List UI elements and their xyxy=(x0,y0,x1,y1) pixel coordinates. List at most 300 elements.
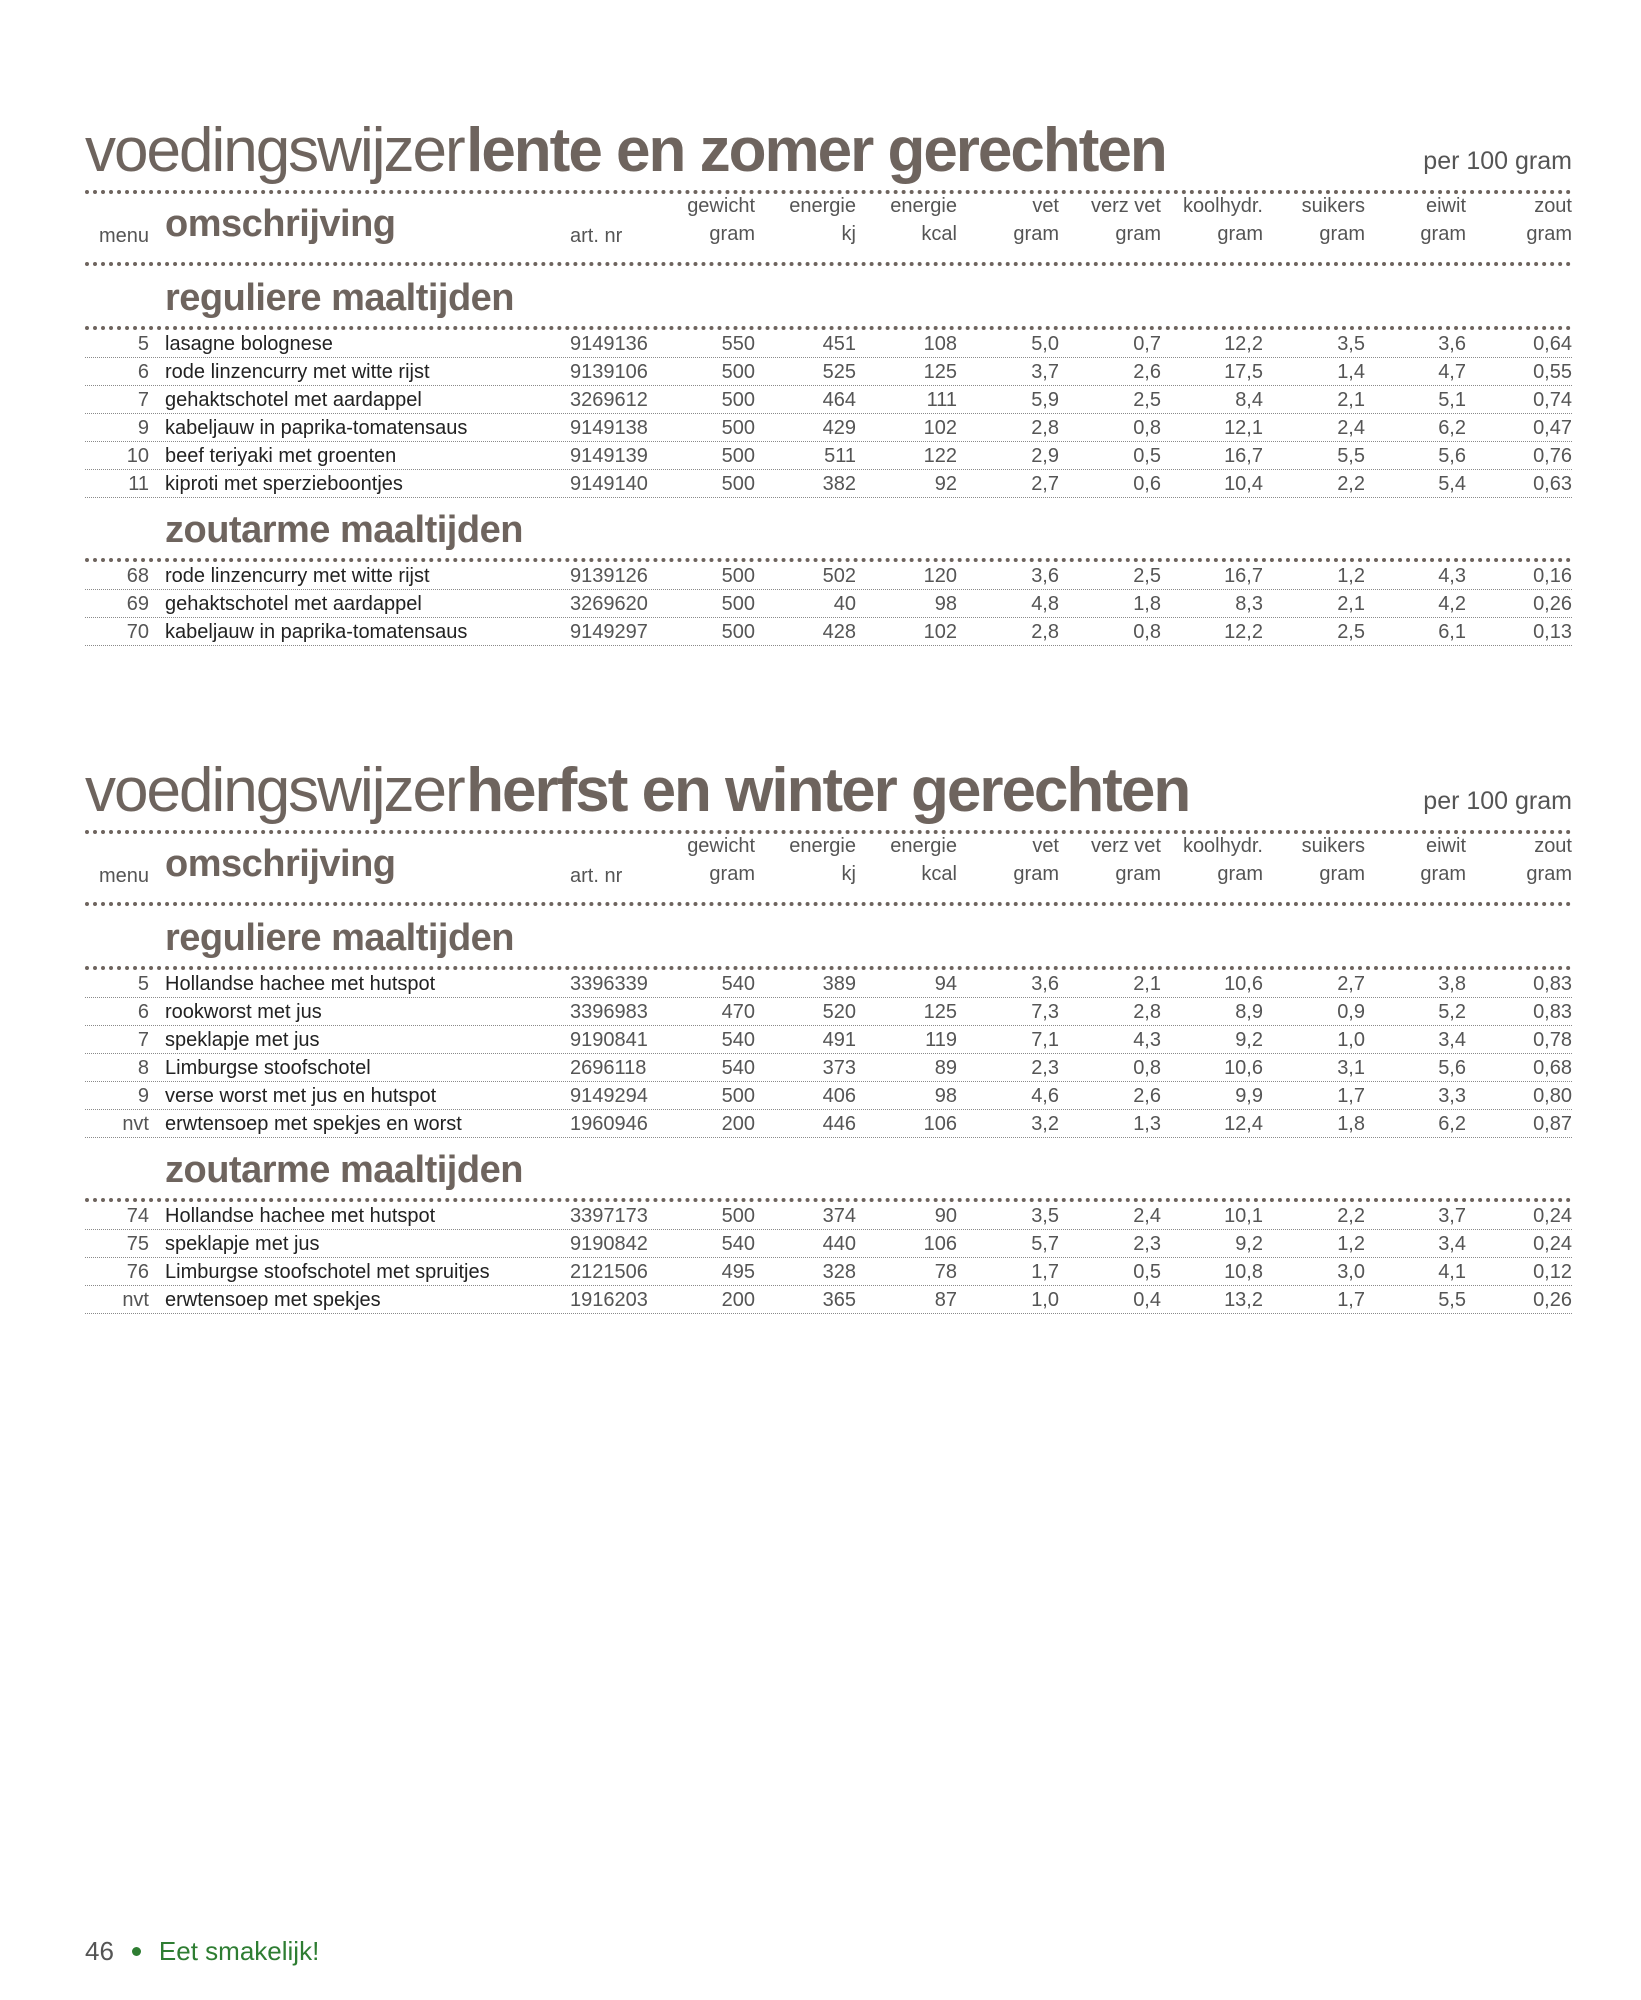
carbohydrates-gram: 10,4 xyxy=(1224,473,1263,495)
article-number: 9190841 xyxy=(570,1029,648,1051)
weight-gram: 500 xyxy=(721,621,755,643)
header-gewicht-line2: gram xyxy=(709,223,755,245)
header-suikers-line1: suikers xyxy=(1301,195,1365,217)
header-vet-line2: gram xyxy=(1013,863,1059,885)
sugars-gram: 3,1 xyxy=(1337,1057,1365,1079)
saturated-fat-gram: 4,3 xyxy=(1133,1029,1161,1051)
header-suikers-line1: suikers xyxy=(1301,835,1365,857)
salt-gram: 0,78 xyxy=(1533,1029,1572,1051)
bullet-icon xyxy=(132,1947,141,1956)
salt-gram: 0,47 xyxy=(1533,417,1572,439)
protein-gram: 4,2 xyxy=(1438,593,1466,615)
header-verz_vet-line2: gram xyxy=(1115,863,1161,885)
sugars-gram: 2,1 xyxy=(1337,389,1365,411)
table-row xyxy=(85,470,1572,498)
header-vet xyxy=(969,832,1059,888)
salt-gram: 0,63 xyxy=(1533,473,1572,495)
per-100-gram-label: per 100 gram xyxy=(1423,787,1572,815)
weight-gram: 540 xyxy=(721,1233,755,1255)
salt-gram: 0,26 xyxy=(1533,593,1572,615)
menu-number: 76 xyxy=(126,1261,149,1283)
fat-gram: 2,9 xyxy=(1031,445,1059,467)
salt-gram: 0,26 xyxy=(1533,1289,1572,1311)
menu-number: 68 xyxy=(126,565,149,587)
header-vet-line1: vet xyxy=(1032,835,1059,857)
fat-gram: 3,5 xyxy=(1031,1205,1059,1227)
fat-gram: 7,3 xyxy=(1031,1001,1059,1023)
description: gehaktschotel met aardappel xyxy=(165,389,422,411)
header-energie_kcal-line1: energie xyxy=(890,195,957,217)
energy-kcal: 125 xyxy=(923,361,957,383)
energy-kcal: 122 xyxy=(923,445,957,467)
protein-gram: 3,6 xyxy=(1438,333,1466,355)
header-vet xyxy=(969,192,1059,248)
fat-gram: 4,6 xyxy=(1031,1085,1059,1107)
fat-gram: 2,7 xyxy=(1031,473,1059,495)
header-energie_kcal xyxy=(867,832,957,888)
saturated-fat-gram: 2,4 xyxy=(1133,1205,1161,1227)
header-eiwit-line1: eiwit xyxy=(1425,835,1466,857)
carbohydrates-gram: 10,6 xyxy=(1224,1057,1263,1079)
header-menu: menu xyxy=(98,865,149,887)
menu-number: 70 xyxy=(126,621,149,643)
protein-gram: 3,8 xyxy=(1438,973,1466,995)
group-heading xyxy=(85,266,1572,326)
article-number: 2696118 xyxy=(570,1057,647,1079)
energy-kcal: 87 xyxy=(934,1289,957,1311)
salt-gram: 0,83 xyxy=(1533,1001,1572,1023)
description: rookworst met jus xyxy=(165,1001,322,1023)
protein-gram: 3,7 xyxy=(1438,1205,1466,1227)
weight-gram: 500 xyxy=(721,1085,755,1107)
fat-gram: 2,8 xyxy=(1031,417,1059,439)
sugars-gram: 3,0 xyxy=(1337,1261,1365,1283)
menu-number: 5 xyxy=(137,333,149,355)
header-zout-line1: zout xyxy=(1534,835,1572,857)
protein-gram: 5,4 xyxy=(1438,473,1466,495)
table-row xyxy=(85,590,1572,618)
fat-gram: 7,1 xyxy=(1031,1029,1059,1051)
carbohydrates-gram: 16,7 xyxy=(1224,565,1263,587)
table-row xyxy=(85,442,1572,470)
header-vet-line1: vet xyxy=(1032,195,1059,217)
group-label: reguliere maaltijden xyxy=(165,277,515,319)
weight-gram: 500 xyxy=(721,593,755,615)
table-row xyxy=(85,414,1572,442)
table-row xyxy=(85,618,1572,646)
description: kiproti met sperzieboontjes xyxy=(165,473,403,495)
description: beef teriyaki met groenten xyxy=(165,445,397,467)
description: rode linzencurry met witte rijst xyxy=(165,361,430,383)
energy-kj: 373 xyxy=(822,1057,856,1079)
energy-kj: 406 xyxy=(822,1085,856,1107)
carbohydrates-gram: 12,1 xyxy=(1224,417,1263,439)
sugars-gram: 0,9 xyxy=(1337,1001,1365,1023)
header-eiwit-line2: gram xyxy=(1420,223,1466,245)
protein-gram: 6,2 xyxy=(1438,417,1466,439)
saturated-fat-gram: 0,4 xyxy=(1133,1289,1161,1311)
header-vet-line2: gram xyxy=(1013,223,1059,245)
carbohydrates-gram: 8,4 xyxy=(1235,389,1263,411)
header-gewicht xyxy=(665,192,755,248)
weight-gram: 540 xyxy=(721,1029,755,1051)
energy-kcal: 94 xyxy=(934,973,957,995)
article-number: 9139106 xyxy=(570,361,648,383)
energy-kj: 446 xyxy=(822,1113,856,1135)
energy-kj: 428 xyxy=(822,621,856,643)
header-eiwit-line2: gram xyxy=(1420,863,1466,885)
header-energie_kj-line2: kj xyxy=(841,863,856,885)
header-art-nr: art. nr xyxy=(570,225,623,247)
weight-gram: 540 xyxy=(721,1057,755,1079)
carbohydrates-gram: 12,2 xyxy=(1224,621,1263,643)
energy-kj: 464 xyxy=(822,389,856,411)
weight-gram: 500 xyxy=(721,565,755,587)
description: speklapje met jus xyxy=(165,1233,320,1255)
header-omschrijving: omschrijving xyxy=(165,203,396,245)
table-row xyxy=(85,1026,1572,1054)
energy-kj: 491 xyxy=(822,1029,856,1051)
article-number: 3396339 xyxy=(570,973,648,995)
article-number: 1960946 xyxy=(570,1113,648,1135)
weight-gram: 540 xyxy=(721,973,755,995)
article-number: 3396983 xyxy=(570,1001,648,1023)
energy-kj: 440 xyxy=(822,1233,856,1255)
weight-gram: 200 xyxy=(721,1289,755,1311)
table-header xyxy=(85,834,1572,902)
menu-number: 7 xyxy=(137,389,149,411)
menu-number: 11 xyxy=(128,473,149,495)
sugars-gram: 2,5 xyxy=(1337,621,1365,643)
protein-gram: 4,7 xyxy=(1438,361,1466,383)
table-row xyxy=(85,1110,1572,1138)
header-koolhydr xyxy=(1173,192,1263,248)
table-row xyxy=(85,970,1572,998)
protein-gram: 4,1 xyxy=(1438,1261,1466,1283)
header-zout-line2: gram xyxy=(1526,223,1572,245)
header-gewicht-line1: gewicht xyxy=(687,195,755,217)
group-heading xyxy=(85,498,1572,558)
sugars-gram: 2,2 xyxy=(1337,1205,1365,1227)
description: kabeljauw in paprika-tomatensaus xyxy=(165,417,468,439)
header-gewicht xyxy=(665,832,755,888)
carbohydrates-gram: 12,2 xyxy=(1224,333,1263,355)
carbohydrates-gram: 10,6 xyxy=(1224,973,1263,995)
carbohydrates-gram: 12,4 xyxy=(1224,1113,1263,1135)
protein-gram: 6,1 xyxy=(1438,621,1466,643)
article-number: 9149297 xyxy=(570,621,648,643)
protein-gram: 5,6 xyxy=(1438,445,1466,467)
carbohydrates-gram: 9,2 xyxy=(1235,1233,1263,1255)
energy-kj: 511 xyxy=(824,445,856,467)
header-energie_kcal-line2: kcal xyxy=(921,223,957,245)
page-number: 46 xyxy=(85,1936,114,1966)
saturated-fat-gram: 2,8 xyxy=(1133,1001,1161,1023)
fat-gram: 3,6 xyxy=(1031,973,1059,995)
header-suikers-line2: gram xyxy=(1319,223,1365,245)
protein-gram: 3,4 xyxy=(1438,1233,1466,1255)
fat-gram: 1,0 xyxy=(1031,1289,1059,1311)
header-energie_kj-line1: energie xyxy=(789,835,856,857)
saturated-fat-gram: 0,6 xyxy=(1133,473,1161,495)
description: verse worst met jus en hutspot xyxy=(165,1085,437,1107)
carbohydrates-gram: 9,9 xyxy=(1235,1085,1263,1107)
menu-number: 75 xyxy=(126,1233,149,1255)
energy-kcal: 90 xyxy=(934,1205,957,1227)
title-bold: herfst en winter gerechten xyxy=(466,756,1190,825)
group-label: reguliere maaltijden xyxy=(165,917,515,959)
article-number: 9149140 xyxy=(570,473,648,495)
sugars-gram: 3,5 xyxy=(1337,333,1365,355)
salt-gram: 0,74 xyxy=(1533,389,1572,411)
energy-kcal: 119 xyxy=(925,1029,957,1051)
carbohydrates-gram: 9,2 xyxy=(1235,1029,1263,1051)
header-suikers xyxy=(1275,832,1365,888)
header-gewicht-line2: gram xyxy=(709,863,755,885)
weight-gram: 495 xyxy=(721,1261,755,1283)
carbohydrates-gram: 10,8 xyxy=(1224,1261,1263,1283)
description: speklapje met jus xyxy=(165,1029,320,1051)
table-row xyxy=(85,1082,1572,1110)
energy-kcal: 106 xyxy=(923,1233,957,1255)
weight-gram: 470 xyxy=(721,1001,755,1023)
energy-kj: 365 xyxy=(822,1289,856,1311)
article-number: 9139126 xyxy=(570,565,648,587)
header-energie_kj-line1: energie xyxy=(789,195,856,217)
salt-gram: 0,24 xyxy=(1533,1233,1572,1255)
description: erwtensoep met spekjes en worst xyxy=(165,1113,462,1135)
description: gehaktschotel met aardappel xyxy=(165,593,422,615)
energy-kcal: 106 xyxy=(923,1113,957,1135)
carbohydrates-gram: 10,1 xyxy=(1224,1205,1263,1227)
group-heading xyxy=(85,1138,1572,1198)
menu-number: 74 xyxy=(126,1205,149,1227)
weight-gram: 500 xyxy=(721,361,755,383)
header-koolhydr-line1: koolhydr. xyxy=(1182,835,1263,857)
header-energie_kj xyxy=(766,832,856,888)
header-suikers-line2: gram xyxy=(1319,863,1365,885)
table-header xyxy=(85,194,1572,262)
footer-text: Eet smakelijk! xyxy=(158,1936,320,1966)
header-verz_vet-line1: verz vet xyxy=(1090,835,1161,857)
header-eiwit xyxy=(1376,192,1466,248)
carbohydrates-gram: 16,7 xyxy=(1224,445,1263,467)
energy-kcal: 98 xyxy=(934,593,957,615)
protein-gram: 3,4 xyxy=(1438,1029,1466,1051)
table-row xyxy=(85,1054,1572,1082)
description: Hollandse hachee met hutspot xyxy=(165,973,436,995)
menu-number: 9 xyxy=(137,1085,149,1107)
group-heading xyxy=(85,906,1572,966)
saturated-fat-gram: 2,5 xyxy=(1133,565,1161,587)
section-lente-zomer xyxy=(85,108,1572,646)
header-verz_vet-line1: verz vet xyxy=(1090,195,1161,217)
weight-gram: 500 xyxy=(721,1205,755,1227)
energy-kj: 451 xyxy=(822,333,856,355)
protein-gram: 5,2 xyxy=(1438,1001,1466,1023)
salt-gram: 0,24 xyxy=(1533,1205,1572,1227)
salt-gram: 0,83 xyxy=(1533,973,1572,995)
per-100-gram-label: per 100 gram xyxy=(1423,147,1572,175)
saturated-fat-gram: 2,3 xyxy=(1133,1233,1161,1255)
table-row xyxy=(85,386,1572,414)
saturated-fat-gram: 2,6 xyxy=(1133,1085,1161,1107)
header-koolhydr xyxy=(1173,832,1263,888)
weight-gram: 500 xyxy=(721,417,755,439)
description: lasagne bolognese xyxy=(165,333,333,355)
header-koolhydr-line2: gram xyxy=(1217,863,1263,885)
description: Limburgse stoofschotel met spruitjes xyxy=(165,1261,490,1283)
energy-kj: 525 xyxy=(822,361,856,383)
description: Hollandse hachee met hutspot xyxy=(165,1205,436,1227)
header-koolhydr-line2: gram xyxy=(1217,223,1263,245)
menu-number: 6 xyxy=(137,1001,149,1023)
fat-gram: 5,0 xyxy=(1031,333,1059,355)
energy-kcal: 89 xyxy=(934,1057,957,1079)
header-energie_kcal-line2: kcal xyxy=(921,863,957,885)
energy-kj: 328 xyxy=(822,1261,856,1283)
fat-gram: 1,7 xyxy=(1031,1261,1059,1283)
article-number: 3397173 xyxy=(570,1205,648,1227)
group-label: zoutarme maaltijden xyxy=(165,1149,523,1191)
protein-gram: 5,6 xyxy=(1438,1057,1466,1079)
fat-gram: 5,9 xyxy=(1031,389,1059,411)
sugars-gram: 1,7 xyxy=(1337,1085,1365,1107)
table-row xyxy=(85,330,1572,358)
saturated-fat-gram: 0,8 xyxy=(1133,417,1161,439)
header-omschrijving: omschrijving xyxy=(165,843,396,885)
section-title xyxy=(85,756,1190,825)
energy-kj: 389 xyxy=(822,973,856,995)
header-energie_kcal-line1: energie xyxy=(890,835,957,857)
salt-gram: 0,80 xyxy=(1533,1085,1572,1107)
table-row xyxy=(85,1202,1572,1230)
header-zout xyxy=(1482,832,1572,888)
saturated-fat-gram: 2,6 xyxy=(1133,361,1161,383)
energy-kcal: 98 xyxy=(934,1085,957,1107)
section-title xyxy=(85,116,1166,185)
energy-kcal: 78 xyxy=(934,1261,957,1283)
title-row xyxy=(85,108,1572,190)
table-row xyxy=(85,358,1572,386)
saturated-fat-gram: 1,3 xyxy=(1133,1113,1161,1135)
description: kabeljauw in paprika-tomatensaus xyxy=(165,621,468,643)
description: rode linzencurry met witte rijst xyxy=(165,565,430,587)
menu-number: 5 xyxy=(137,973,149,995)
menu-number: 6 xyxy=(137,361,149,383)
menu-number: 8 xyxy=(137,1057,149,1079)
sugars-gram: 1,2 xyxy=(1337,565,1365,587)
header-verz_vet xyxy=(1071,192,1161,248)
header-koolhydr-line1: koolhydr. xyxy=(1182,195,1263,217)
salt-gram: 0,87 xyxy=(1533,1113,1572,1135)
energy-kj: 502 xyxy=(822,565,856,587)
energy-kj: 520 xyxy=(822,1001,856,1023)
sugars-gram: 2,2 xyxy=(1337,473,1365,495)
menu-number: nvt xyxy=(122,1113,149,1135)
sugars-gram: 2,1 xyxy=(1337,593,1365,615)
sugars-gram: 1,0 xyxy=(1337,1029,1365,1051)
menu-number: nvt xyxy=(122,1289,149,1311)
table-row xyxy=(85,1230,1572,1258)
carbohydrates-gram: 13,2 xyxy=(1224,1289,1263,1311)
fat-gram: 2,3 xyxy=(1031,1057,1059,1079)
title-light: voedingswijzer xyxy=(85,756,464,825)
header-zout-line1: zout xyxy=(1534,195,1572,217)
fat-gram: 3,6 xyxy=(1031,565,1059,587)
article-number: 9149136 xyxy=(570,333,648,355)
sugars-gram: 1,2 xyxy=(1337,1233,1365,1255)
weight-gram: 500 xyxy=(721,445,755,467)
table-row xyxy=(85,1258,1572,1286)
header-zout xyxy=(1482,192,1572,248)
article-number: 2121506 xyxy=(570,1261,648,1283)
menu-number: 69 xyxy=(126,593,149,615)
table-row xyxy=(85,562,1572,590)
header-energie_kj xyxy=(766,192,856,248)
salt-gram: 0,76 xyxy=(1533,445,1572,467)
energy-kcal: 102 xyxy=(923,621,957,643)
weight-gram: 500 xyxy=(721,473,755,495)
protein-gram: 5,5 xyxy=(1438,1289,1466,1311)
page-footer xyxy=(85,1936,319,1967)
protein-gram: 4,3 xyxy=(1438,565,1466,587)
header-energie_kcal xyxy=(867,192,957,248)
saturated-fat-gram: 0,5 xyxy=(1133,445,1161,467)
protein-gram: 6,2 xyxy=(1438,1113,1466,1135)
article-number: 9190842 xyxy=(570,1233,648,1255)
salt-gram: 0,68 xyxy=(1533,1057,1572,1079)
saturated-fat-gram: 1,8 xyxy=(1133,593,1161,615)
energy-kcal: 92 xyxy=(934,473,957,495)
sugars-gram: 2,7 xyxy=(1337,973,1365,995)
title-bold: lente en zomer gerechten xyxy=(466,116,1166,185)
weight-gram: 500 xyxy=(721,389,755,411)
header-energie_kj-line2: kj xyxy=(841,223,856,245)
carbohydrates-gram: 8,9 xyxy=(1235,1001,1263,1023)
saturated-fat-gram: 0,5 xyxy=(1133,1261,1161,1283)
article-number: 3269612 xyxy=(570,389,648,411)
sugars-gram: 5,5 xyxy=(1337,445,1365,467)
menu-number: 10 xyxy=(126,445,149,467)
header-art-nr: art. nr xyxy=(570,865,623,887)
section-herfst-winter xyxy=(85,748,1572,1314)
article-number: 3269620 xyxy=(570,593,648,615)
salt-gram: 0,55 xyxy=(1533,361,1572,383)
energy-kj: 382 xyxy=(822,473,856,495)
saturated-fat-gram: 2,5 xyxy=(1133,389,1161,411)
fat-gram: 5,7 xyxy=(1031,1233,1059,1255)
energy-kj: 40 xyxy=(833,593,856,615)
group-label: zoutarme maaltijden xyxy=(165,509,523,551)
sugars-gram: 2,4 xyxy=(1337,417,1365,439)
weight-gram: 200 xyxy=(721,1113,755,1135)
title-light: voedingswijzer xyxy=(85,116,464,185)
saturated-fat-gram: 2,1 xyxy=(1133,973,1161,995)
salt-gram: 0,64 xyxy=(1533,333,1572,355)
article-number: 9149138 xyxy=(570,417,648,439)
header-verz_vet-line2: gram xyxy=(1115,223,1161,245)
header-eiwit xyxy=(1376,832,1466,888)
menu-number: 9 xyxy=(137,417,149,439)
weight-gram: 550 xyxy=(721,333,755,355)
energy-kcal: 111 xyxy=(926,389,957,411)
saturated-fat-gram: 0,7 xyxy=(1133,333,1161,355)
energy-kj: 374 xyxy=(822,1205,856,1227)
article-number: 9149139 xyxy=(570,445,648,467)
header-menu: menu xyxy=(98,225,149,247)
energy-kcal: 125 xyxy=(923,1001,957,1023)
